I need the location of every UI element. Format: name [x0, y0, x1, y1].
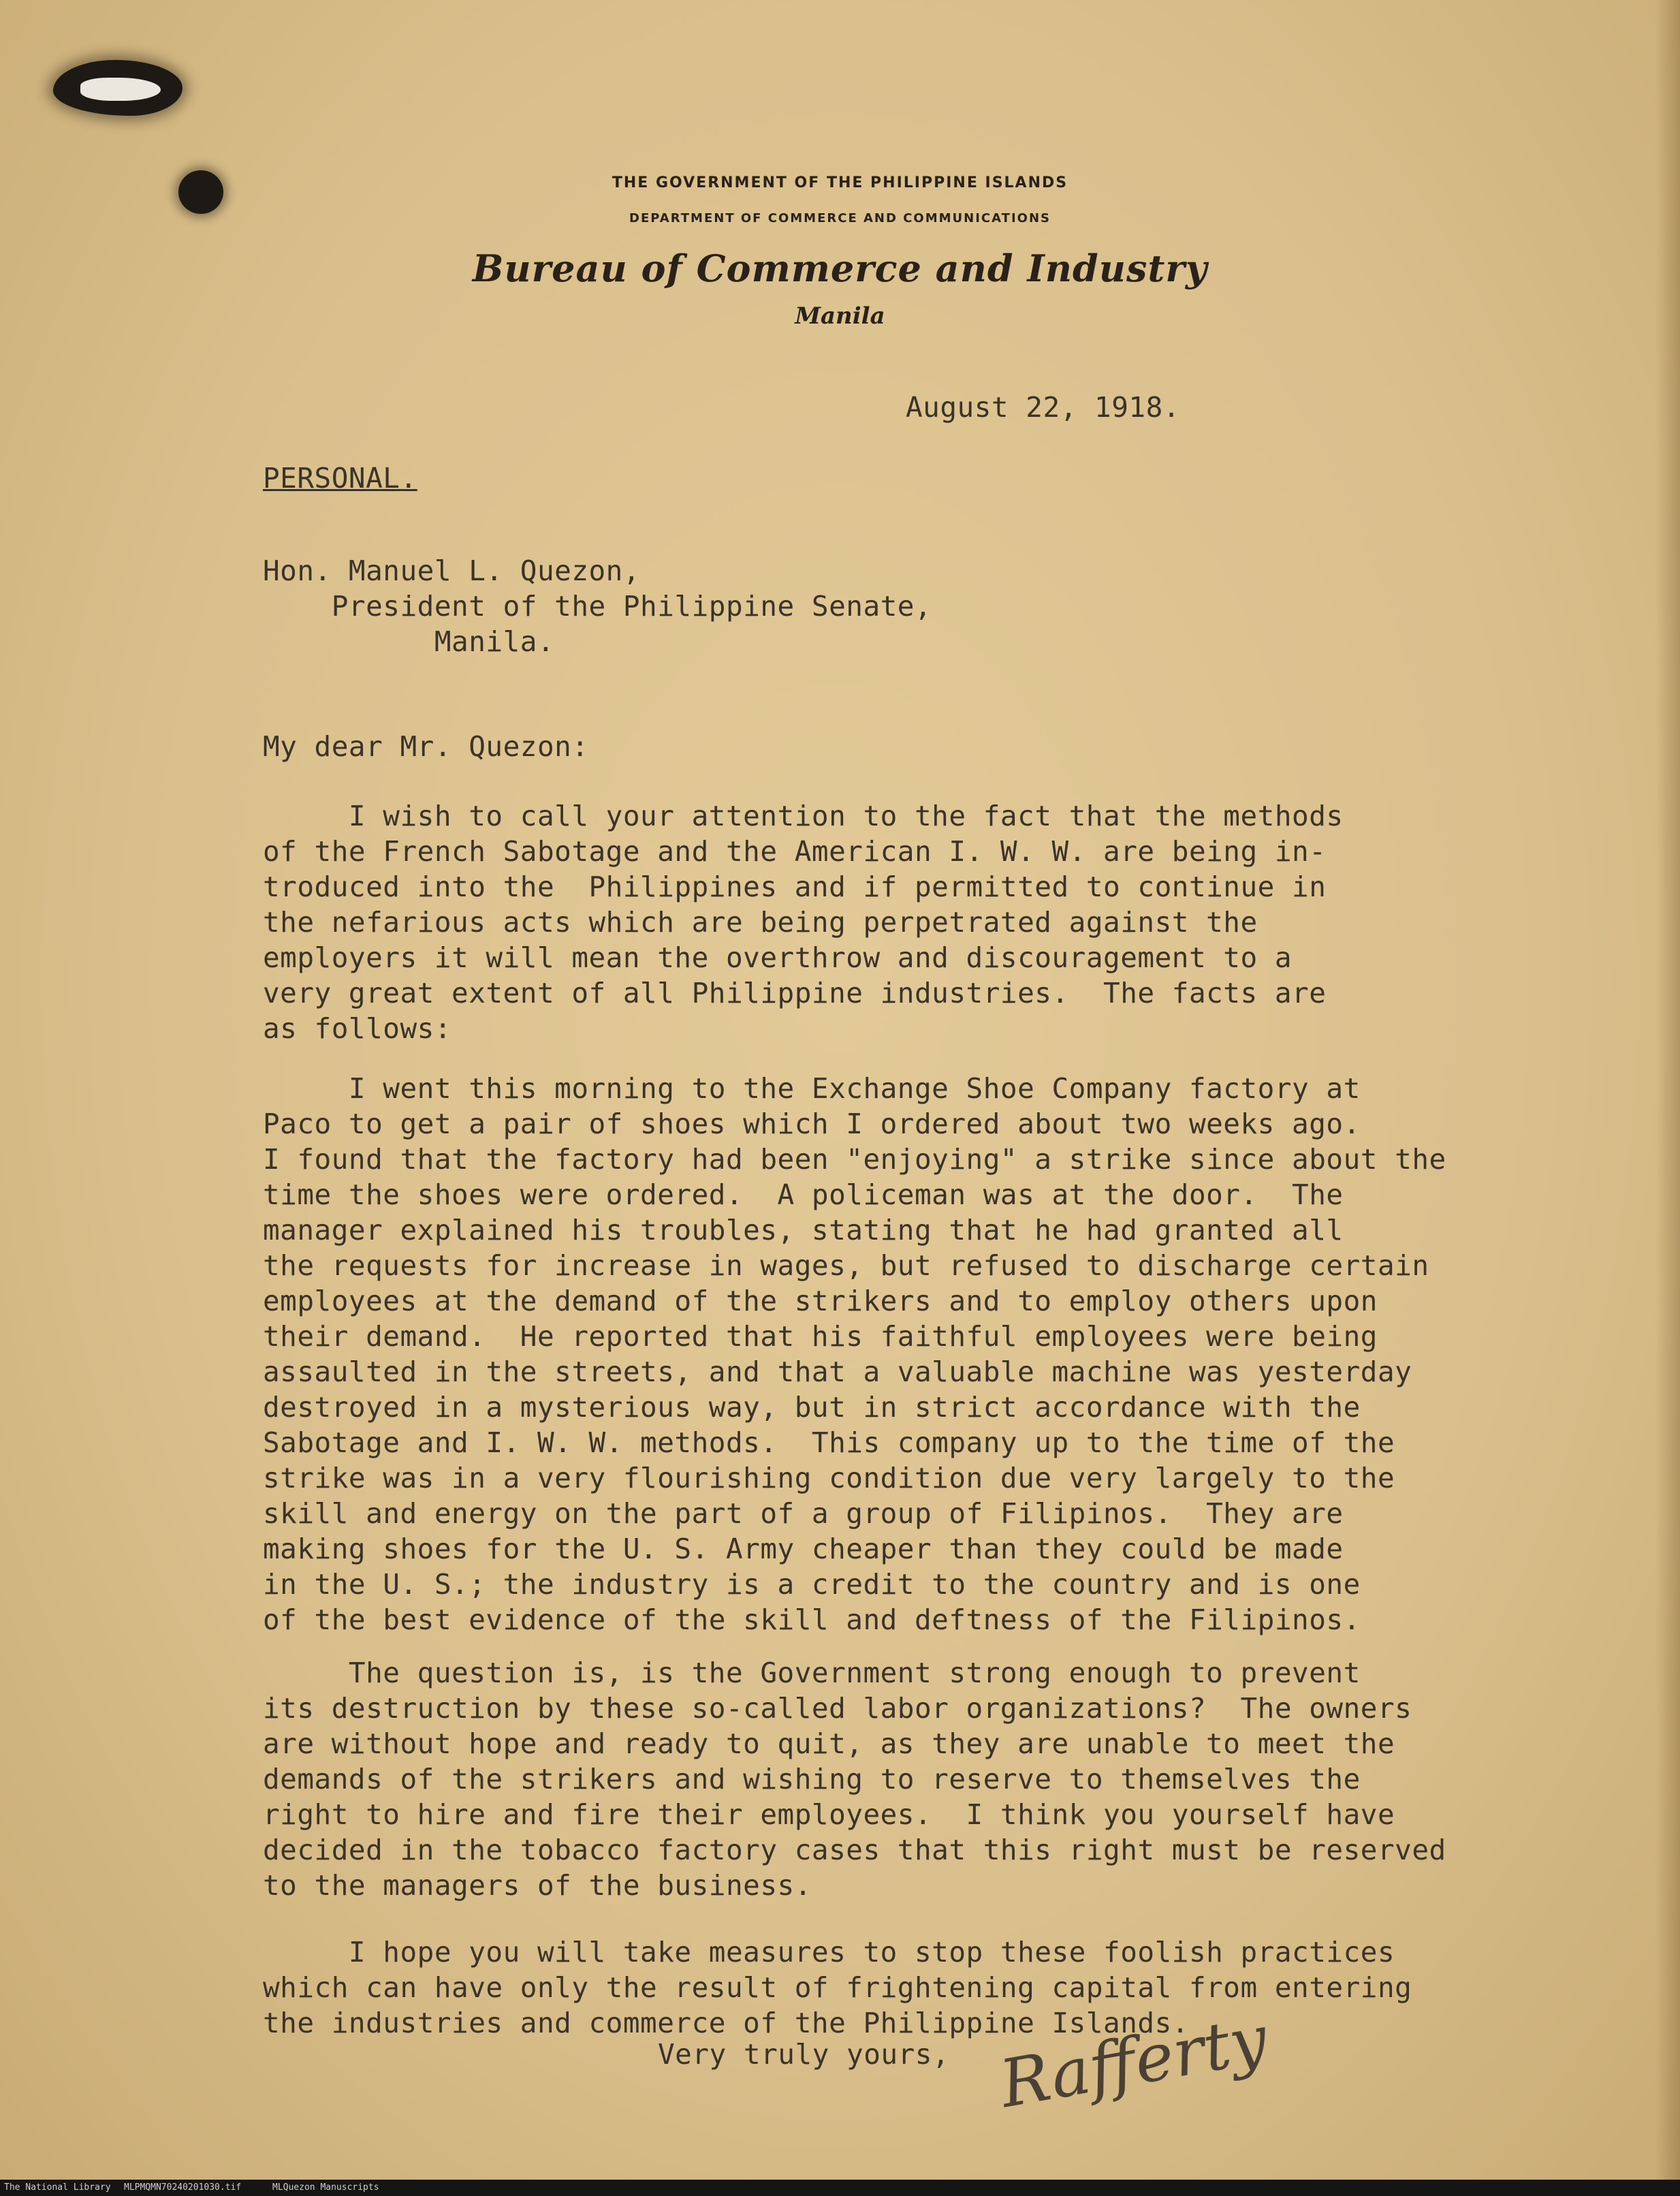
letter-date: August 22, 1918. [906, 391, 1180, 424]
handwritten-signature: Rafferty [994, 2001, 1273, 2123]
personal-marking: PERSONAL. [263, 462, 417, 495]
paragraph-1: I wish to call your attention to the fact that the methods of the French Sabotage and the American I. W. W. are being in- troduced into the Philippines and if permitted to continue in the nefarious acts which are being perpetrated against the employers it will mean the overthrow and discouragement to a very great extent of all Philippine industries. The facts are as follows: [263, 800, 1344, 1045]
letterhead-department: DEPARTMENT OF COMMERCE AND COMMUNICATIONS [629, 211, 1051, 225]
paragraph-3: The question is, is the Government strong enough to prevent its destruction by these so-called labor organizations? The owners are without hope and ready to quit, as they are unable to meet the demands of the strikers and wishing to reserve to themselves the right to hire and fire their employees. I think you yourself have decided in the tobacco factory cases that this right must be reserved to the managers of the business. [263, 1657, 1446, 1902]
letterhead-government: THE GOVERNMENT OF THE PHILIPPINE ISLANDS [612, 174, 1068, 191]
footer-collection: MLQuezon Manuscripts [272, 2182, 379, 2193]
archive-footer [0, 2180, 1680, 2196]
paragraph-2: I went this morning to the Exchange Shoe Company factory at Paco to get a pair of shoes which I ordered about two weeks ago. I found that the factory had been "enjoying" a strike since about the time the shoes were ordered. A policeman was at the door. The manager explained his troubles, stating that he had granted all the requests for increase in wages, but refused to discharge certain employees at the demand of the strikers and to employ others upon their demand. He reported that his faithful employees were being assaulted in the streets, and that a valuable machine was yesterday destroyed in a mysterious way, but in strict accordance with the Sabotage and I. W. W. methods. This company up to the time of the strike was in a very flourishing condition due very largely to the skill and energy on the part of a group of Filipinos. They are making shoes for the U. S. Army cheaper than they could be made in the U. S.; the industry is a credit to the country and is one of the best evidence of the skill and deftness of the Filipinos. [263, 1072, 1446, 1636]
salutation: My dear Mr. Quezon: [263, 730, 589, 763]
footer-source: The National Library [4, 2182, 111, 2193]
paragraph-4: I hope you will take measures to stop these foolish practices which can have only the result of frightening capital from entering the industries and commerce of the Philippine Islands. [263, 1936, 1412, 2039]
paper-burn-hole [53, 60, 183, 116]
letterhead-city: Manila [795, 302, 885, 330]
letterhead-bureau: Bureau of Commerce and Industry [472, 247, 1208, 290]
recipient-address: Hon. Manuel L. Quezon, President of the Philippine Senate, Manila. [263, 554, 932, 658]
footer-file: MLPMQMN70240201030.tif [124, 2182, 242, 2193]
closing: Very truly yours, [658, 2038, 950, 2071]
